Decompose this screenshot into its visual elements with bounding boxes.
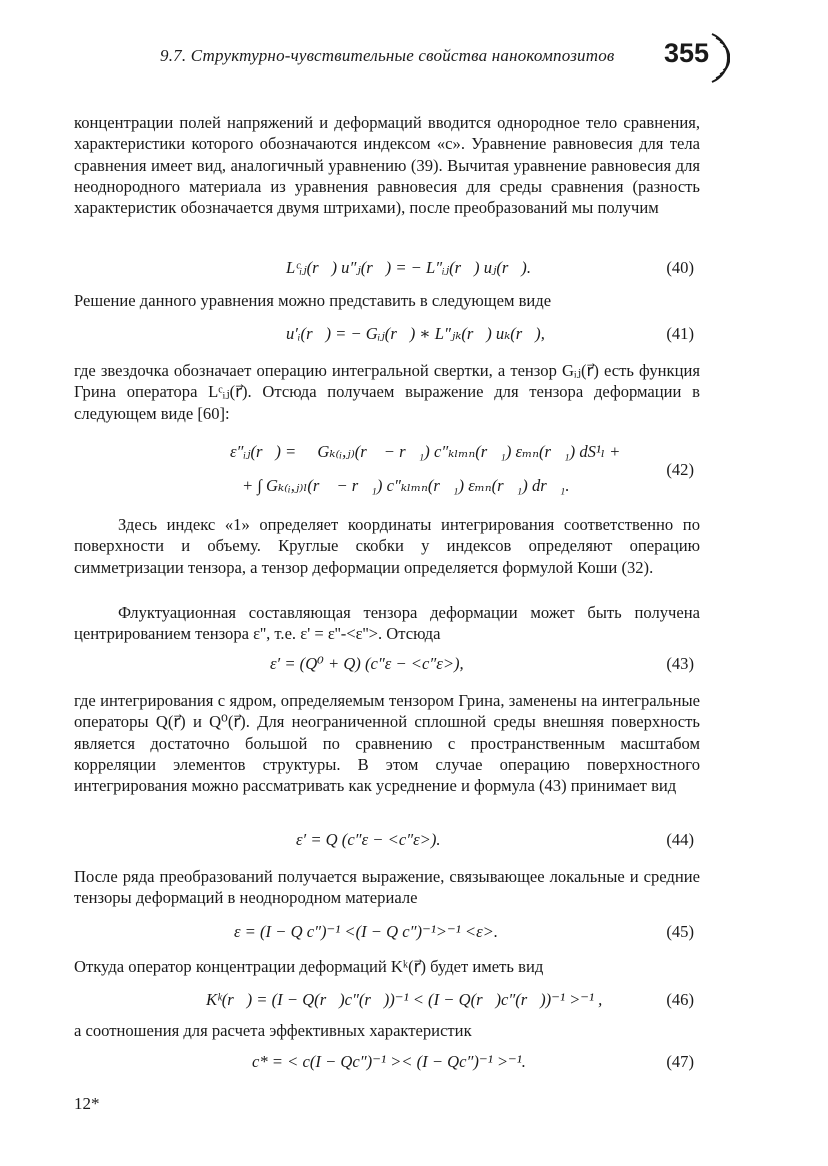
equation-40 <box>74 258 700 282</box>
paragraph: а соотношения для расчета эффективных характеристик <box>74 1021 472 1040</box>
page-number: 355 <box>664 38 710 68</box>
equation-number: (46) <box>666 990 694 1009</box>
equation-number: (43) <box>666 654 694 673</box>
equation-formula: ε′ = (Q⁰ + Q) (c″ε − <c″ε>), <box>270 654 464 673</box>
paragraph: где звездочка обозначает операцию интегральной свертки, а тензор Gᵢⱼ(r⃗) есть функция Грина оператора Lᶜᵢⱼ(r⃗). Отсюда получаем выражение для тензора деформации в следующем виде [60]: <box>74 361 700 423</box>
equation-formula-line-1: ε″ᵢⱼ(r⃗) = ∮ Gₖ₍ᵢ,ⱼ₎(r⃗ − r⃗₁) c″ₖₗₘₙ(r⃗₁) εₘₙ(r⃗₁) dS¹ₗ + <box>230 442 621 461</box>
equation-46 <box>74 990 700 1014</box>
equation-47 <box>74 1052 700 1076</box>
equation-formula: ε = (I − Q c″)⁻¹ <(I − Q c″)⁻¹>⁻¹ <ε>. <box>234 922 498 941</box>
equation-number: (44) <box>666 830 694 849</box>
paragraph: где интегрирования с ядром, определяемым тензором Грина, заменены на интегральные операторы Q(r⃗) и Q⁰(r⃗). Для неограниченной сплошной среды внешняя поверхность является достаточно большой по сравнению с пространственным масштабом корреляции элементов структуры. В этом случае операцию поверхностного интегрирования можно рассматривать как усреднение и формула (43) принимает вид <box>74 691 700 796</box>
running-title: 9.7. Структурно-чувствительные свойства нанокомпозитов <box>160 46 615 65</box>
equation-formula: Lᶜᵢⱼ(r⃗) u″ⱼ(r⃗) = − L″ᵢⱼ(r⃗) uⱼ(r⃗). <box>286 258 531 277</box>
equation-formula: u′ᵢ(r⃗) = − Gᵢⱼ(r⃗) ∗ L″ⱼₖ(r⃗) uₖ(r⃗), <box>286 324 545 343</box>
equation-formula-line-2: + ∫ Gₖ₍ᵢ,ⱼ₎ₗ(r⃗ − r⃗₁) c″ₖₗₘₙ(r⃗₁) εₘₙ(r⃗₁) dr⃗₁. <box>242 476 570 495</box>
paragraph: После ряда преобразований получается выражение, связывающее локальные и средние тензоры деформаций в неоднородном материале <box>74 867 700 908</box>
equation-formula: ε′ = Q (c″ε − <c″ε>). <box>296 830 441 849</box>
paragraph: Флуктуационная составляющая тензора деформации может быть получена центрированием тензора ε'', т.е. ε' = ε''-<ε''>. Отсюда <box>74 603 700 644</box>
equation-number: (47) <box>666 1052 694 1071</box>
equation-45 <box>74 922 700 946</box>
paragraph: Откуда оператор концентрации деформаций Kᵏ(r⃗) будет иметь вид <box>74 957 544 976</box>
equation-42 <box>74 442 700 502</box>
equation-formula: Kᵏ(r⃗) = (I − Q(r⃗)c″(r⃗))⁻¹ < (I − Q(r⃗)c″(r⃗))⁻¹ >⁻¹ , <box>206 990 603 1009</box>
equation-formula: c* = < c(I − Qc″)⁻¹ >< (I − Qc″)⁻¹ >⁻¹. <box>252 1052 526 1071</box>
equation-number: (41) <box>666 324 694 343</box>
equation-41 <box>74 324 700 348</box>
signature-mark: 12* <box>74 1094 100 1113</box>
equation-number: (40) <box>666 258 694 277</box>
equation-44 <box>74 830 700 854</box>
equation-number: (42) <box>666 460 694 479</box>
paragraph: Решение данного уравнения можно представить в следующем виде <box>74 291 552 310</box>
paragraph: Здесь индекс «1» определяет координаты интегрирования соответственно по поверхности и объему. Круглые скобки у индексов определяют операцию симметризации тензора, а тензор деформации определяется формулой Коши (32). <box>74 515 700 577</box>
equation-43 <box>74 654 700 678</box>
equation-number: (45) <box>666 922 694 941</box>
paragraph: концентрации полей напряжений и деформаций вводится однородное тело сравнения, характеристики которого обозначаются индексом «с». Уравнение равновесия для тела сравнения имеет вид, аналогичный уравнению (39). Вычитая уравнение равновесия для неоднородного материала из уравнения равновесия для среды сравнения (разность характеристик обозначается двумя штрихами), после преобразований мы получим <box>74 113 700 218</box>
